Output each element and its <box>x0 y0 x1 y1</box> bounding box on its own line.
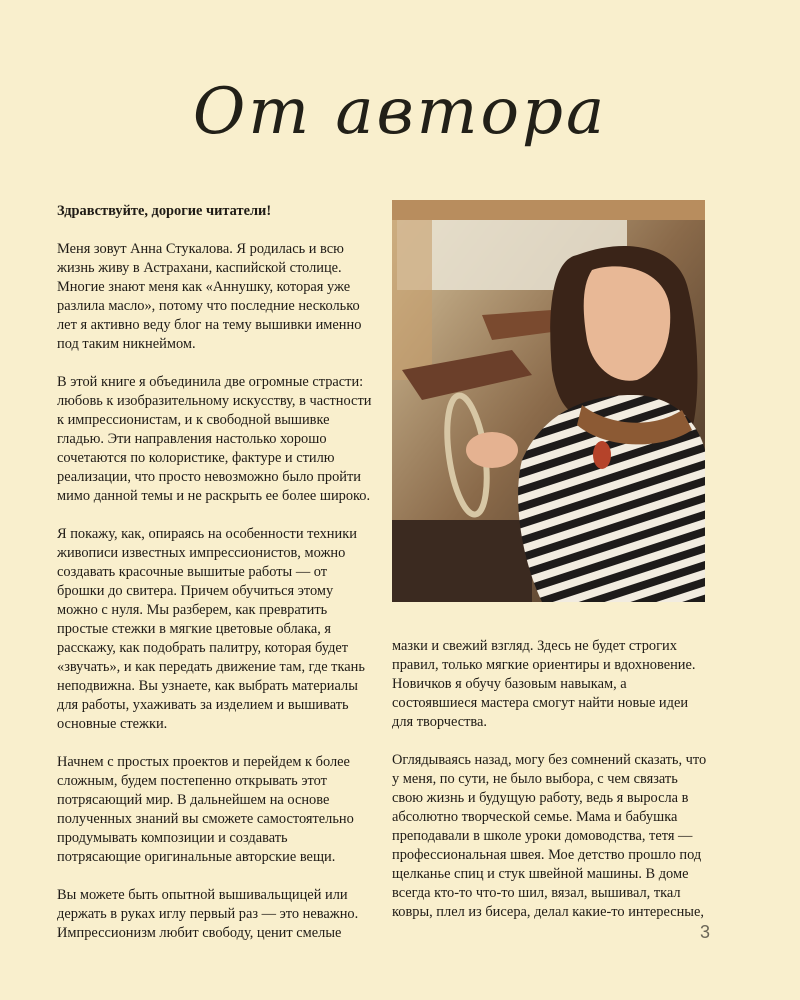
page-title: От автора <box>192 75 608 149</box>
paragraph: Меня зовут Анна Стукалова. Я родилась и всю жизнь живу в Астрахани, каспийской столице. Многие знают меня как «Аннушку, которая уже разлила масло», потому что последние несколько лет я активно веду блог на тему вышивки именно под таким никнеймом. <box>57 241 362 352</box>
page-number: 3 <box>699 922 710 942</box>
paragraph: Начнем с простых проектов и перейдем к более сложным, будем постепенно открывать этот потрясающий мир. В дальнейшем на основе полученных знаний вы сможете самостоятельно продумывать композиции и создавать потрясающие оригинальные авторские вещи. <box>57 754 354 865</box>
greeting: Здравствуйте, дорогие читатели! <box>57 203 272 219</box>
author-photo-illustration <box>392 200 705 602</box>
paragraph: Я покажу, как, опираясь на особенности техники живописи известных импрессионистов, можно создавать красочные вышитые работы — от брошки до свитера. Причем обучиться этому можно с нуля. Мы разберем, как превратить простые стежки в мягкие цветовые облака, я расскажу, как подобрать палитру, которая будет «звучать», и как передать движение там, где ткань неподвижна. Вы узнаете, как выбрать материалы для работы, ухаживать за изделием и вышивать основные стежки. <box>57 526 365 732</box>
author-photo <box>392 200 705 602</box>
left-column <box>57 202 375 962</box>
right-column <box>392 637 710 941</box>
paragraph: Вы можете быть опытной вышивальщицей или держать в руках иглу первый раз — это неважно. Импрессионизм любит свободу, ценит смелые <box>57 887 359 941</box>
paragraph: Оглядываясь назад, могу без сомнений сказать, что у меня, по сути, не было выбора, с чем связать свою жизнь и будущую работу, ведь я выросла в абсолютно творческой семье. Мама и бабушка преподавали в школе уроки домоводства, тетя — профессиональная швея. Мое детство прошло под щелканье спиц и стук швейной машины. В доме всегда кто-то что-то шил, вязал, вышивал, ткал ковры, плел из бисера, делал какие-то интересные, <box>392 752 707 920</box>
paragraph: мазки и свежий взгляд. Здесь не будет строгих правил, только мягкие ориентиры и вдохновение. Новичков я обучу базовым навыкам, а состоявшиеся мастера смогут найти новые идеи для творчества. <box>392 638 696 730</box>
paragraph: В этой книге я объединила две огромные страсти: любовь к изобразительному искусству, в частности к импрессионистам, и к свободной вышивке гладью. Эти направления настолько хорошо сочетаются по колористике, фактуре и стилю реализации, что просто невозможно было пройти мимо данной темы и не раскрыть ее более широко. <box>57 374 372 504</box>
